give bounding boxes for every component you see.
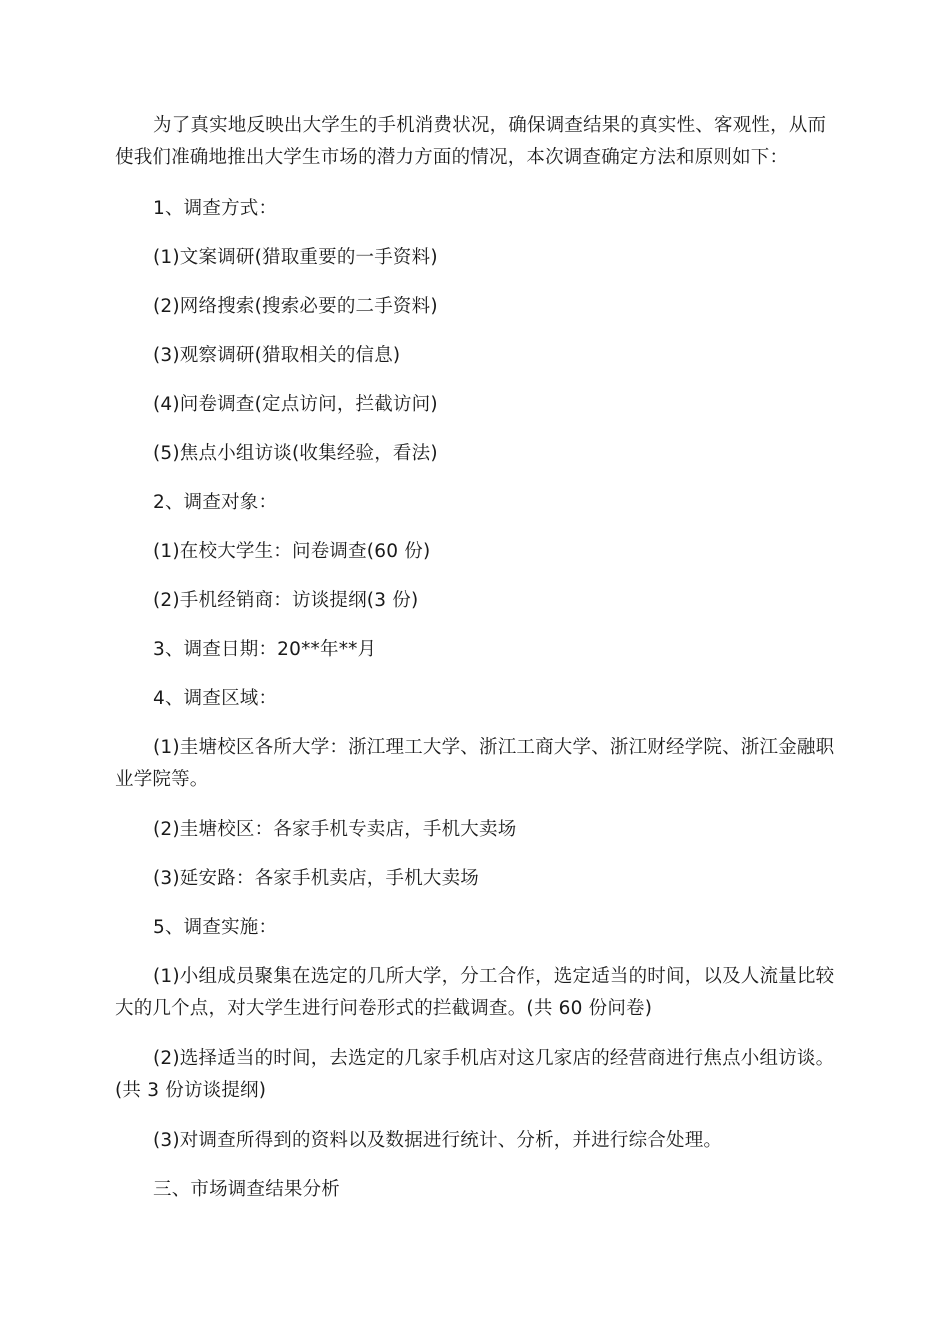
section-heading-method: 1、调查方式： bbox=[153, 198, 278, 219]
list-item: (2)手机经销商：访谈提纲(3 份) bbox=[153, 590, 419, 611]
list-item: (1)圭塘校区各所大学：浙江理工大学、浙江工商大学、浙江财经学院、浙江金融职业学院等。 bbox=[115, 737, 835, 790]
list-item: (5)焦点小组访谈(收集经验，看法) bbox=[153, 443, 438, 464]
list-item: (3)延安路：各家手机卖店，手机大卖场 bbox=[153, 868, 480, 889]
list-item: (1)在校大学生：问卷调查(60 份) bbox=[153, 541, 431, 562]
list-item: (2)网络搜索(搜索必要的二手资料) bbox=[153, 296, 438, 317]
list-item: (2)圭塘校区：各家手机专卖店，手机大卖场 bbox=[153, 819, 517, 840]
section-heading-implementation: 5、调查实施： bbox=[153, 917, 278, 938]
list-item: (3)对调查所得到的资料以及数据进行统计、分析，并进行综合处理。 bbox=[153, 1130, 723, 1151]
list-item: (3)观察调研(猎取相关的信息) bbox=[153, 345, 401, 366]
chapter-heading-results: 三、市场调查结果分析 bbox=[153, 1179, 341, 1200]
list-item: (1)文案调研(猎取重要的一手资料) bbox=[153, 247, 438, 268]
section-heading-area: 4、调查区域： bbox=[153, 688, 278, 709]
list-item: (1)小组成员聚集在选定的几所大学，分工合作，选定适当的时间，以及人流量比较大的几个点，对大学生进行问卷形式的拦截调查。(共 60 份问卷) bbox=[115, 966, 835, 1019]
list-item: (4)问卷调查(定点访问，拦截访问) bbox=[153, 394, 438, 415]
section-heading-target: 2、调查对象： bbox=[153, 492, 278, 513]
intro-paragraph: 为了真实地反映出大学生的手机消费状况，确保调查结果的真实性、客观性，从而使我们准确地推出大学生市场的潜力方面的情况，本次调查确定方法和原则如下： bbox=[115, 115, 827, 168]
section-heading-date: 3、调查日期：20**年**月 bbox=[153, 639, 377, 660]
list-item: (2)选择适当的时间，去选定的几家手机店对这几家店的经营商进行焦点小组访谈。(共 3 份访谈提纲) bbox=[115, 1048, 835, 1101]
